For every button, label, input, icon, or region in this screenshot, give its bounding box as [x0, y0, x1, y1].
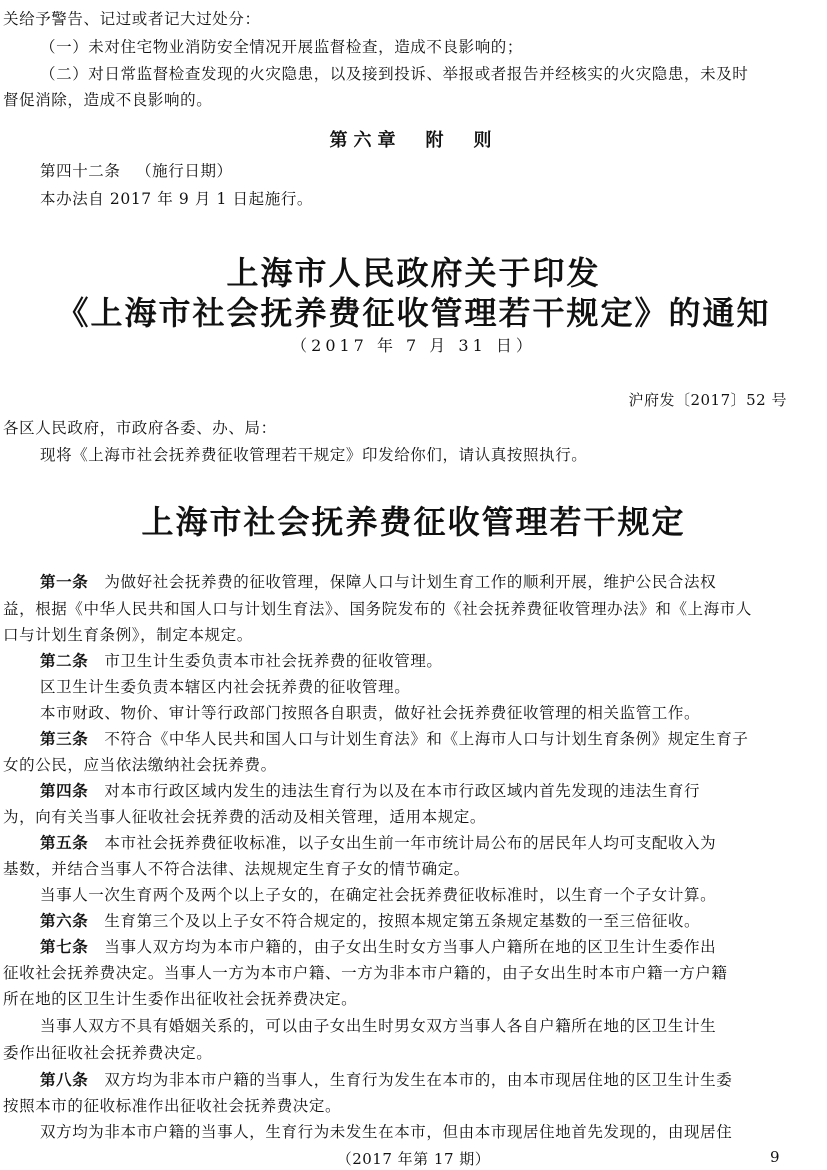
article-title: （施行日期） [136, 162, 233, 180]
article-2-line: 第二条 市卫生计生委负责本市社会抚养费的征收管理。 [40, 652, 443, 670]
article-label: 第三条 [40, 730, 89, 748]
text-line: 关给予警告、记过或者记大过处分： [3, 10, 261, 28]
issue-footer: （2017 年第 17 期） [336, 1150, 491, 1168]
text-line: 征收社会抚养费决定。当事人一方为本市户籍、一方为非本市户籍的，由子女出生时本市户籍一方户籍 [3, 964, 728, 982]
text-line: 基数，并结合当事人不符合法律、法规规定生育子女的情节确定。 [3, 860, 470, 878]
notice-date: （2017 年 7 月 31 日） [291, 336, 536, 355]
article-label: 第一条 [40, 573, 89, 591]
article-4-line: 第四条 对本市行政区域内发生的违法生育行为以及在本市行政区域内首先发现的违法生育行 [40, 782, 701, 800]
text-line: 按照本市的征收标准作出征收社会抚养费决定。 [3, 1097, 342, 1115]
text-line: （一）未对住宅物业消防安全情况开展监督检查，造成不良影响的； [40, 38, 524, 56]
text-line: 所在地的区卫生计生委作出征收社会抚养费决定。 [3, 990, 358, 1008]
chapter-heading: 第六章 附 则 [329, 130, 498, 151]
article-label: 第四条 [40, 782, 89, 800]
text-line: 益，根据《中华人民共和国人口与计划生育法》、国务院发布的《社会抚养费征收管理办法》和《上海市人 [3, 600, 752, 618]
text-line: 双方均为非本市户籍的当事人，生育行为未发生在本市，但由本市现居住地首先发现的，由现居住 [40, 1123, 733, 1141]
notice-title-line-1: 上海市人民政府关于印发 [226, 254, 601, 292]
text-line: 为，向有关当事人征收社会抚养费的活动及相关管理，适用本规定。 [3, 808, 487, 826]
article-5-line: 第五条 本市社会抚养费征收标准，以子女出生前一年市统计局公布的居民年人均可支配收入为 [40, 834, 717, 852]
article-label: 第七条 [40, 938, 89, 956]
article-42-heading [40, 161, 233, 181]
text-line: 当事人一次生育两个及两个以上子女的，在确定社会抚养费征收标准时，以生育一个子女计算。 [40, 886, 717, 904]
regulation-title: 上海市社会抚养费征收管理若干规定 [141, 503, 686, 541]
text-line: 当事人双方不具有婚姻关系的，可以由子女出生时男女双方当事人各自户籍所在地的区卫生计生 [40, 1017, 717, 1035]
article-6-line: 第六条 生育第三个及以上子女不符合规定的，按照本规定第五条规定基数的一至三倍征收。 [40, 912, 701, 930]
text-line: 委作出征收社会抚养费决定。 [3, 1044, 213, 1062]
article-8-line: 第八条 双方均为非本市户籍的当事人，生育行为发生在本市的，由本市现居住地的区卫生计生委 [40, 1071, 733, 1089]
notice-body: 现将《上海市社会抚养费征收管理若干规定》印发给你们，请认真按照执行。 [40, 446, 588, 464]
recipients: 各区人民政府，市政府各委、办、局： [3, 419, 277, 437]
text-line: 本市财政、物价、审计等行政部门按照各自职责，做好社会抚养费征收管理的相关监管工作。 [40, 704, 701, 722]
text-line: 督促消除，造成不良影响的。 [3, 91, 213, 109]
article-label: 第五条 [40, 834, 89, 852]
article-label: 第二条 [40, 652, 89, 670]
article-3-line: 第三条 不符合《中华人民共和国人口与计划生育法》和《上海市人口与计划生育条例》规定生育子 [40, 730, 749, 748]
document-number: 沪府发〔2017〕52 号 [628, 391, 787, 409]
text-line: 区卫生计生委负责本辖区内社会抚养费的征收管理。 [40, 678, 411, 696]
article-label: 第六条 [40, 912, 89, 930]
article-1-line: 第一条 为做好社会抚养费的征收管理，保障人口与计划生育工作的顺利开展，维护公民合法权 [40, 573, 717, 591]
page-number: 9 [770, 1148, 780, 1166]
text-line: 口与计划生育条例》，制定本规定。 [3, 626, 253, 644]
article-label: 第四十二条 [40, 162, 121, 180]
text-line: 本办法自 2017 年 9 月 1 日起施行。 [40, 190, 314, 208]
text-line: 女的公民，应当依法缴纳社会抚养费。 [3, 756, 277, 774]
article-label: 第八条 [40, 1071, 89, 1089]
notice-title-line-2: 《上海市社会抚养费征收管理若干规定》的通知 [56, 294, 771, 332]
text-line: （二）对日常监督检查发现的火灾隐患，以及接到投诉、举报或者报告并经核实的火灾隐患，未及时 [40, 65, 749, 83]
article-7-line: 第七条 当事人双方均为本市户籍的，由子女出生时女方当事人户籍所在地的区卫生计生委作出 [40, 938, 717, 956]
